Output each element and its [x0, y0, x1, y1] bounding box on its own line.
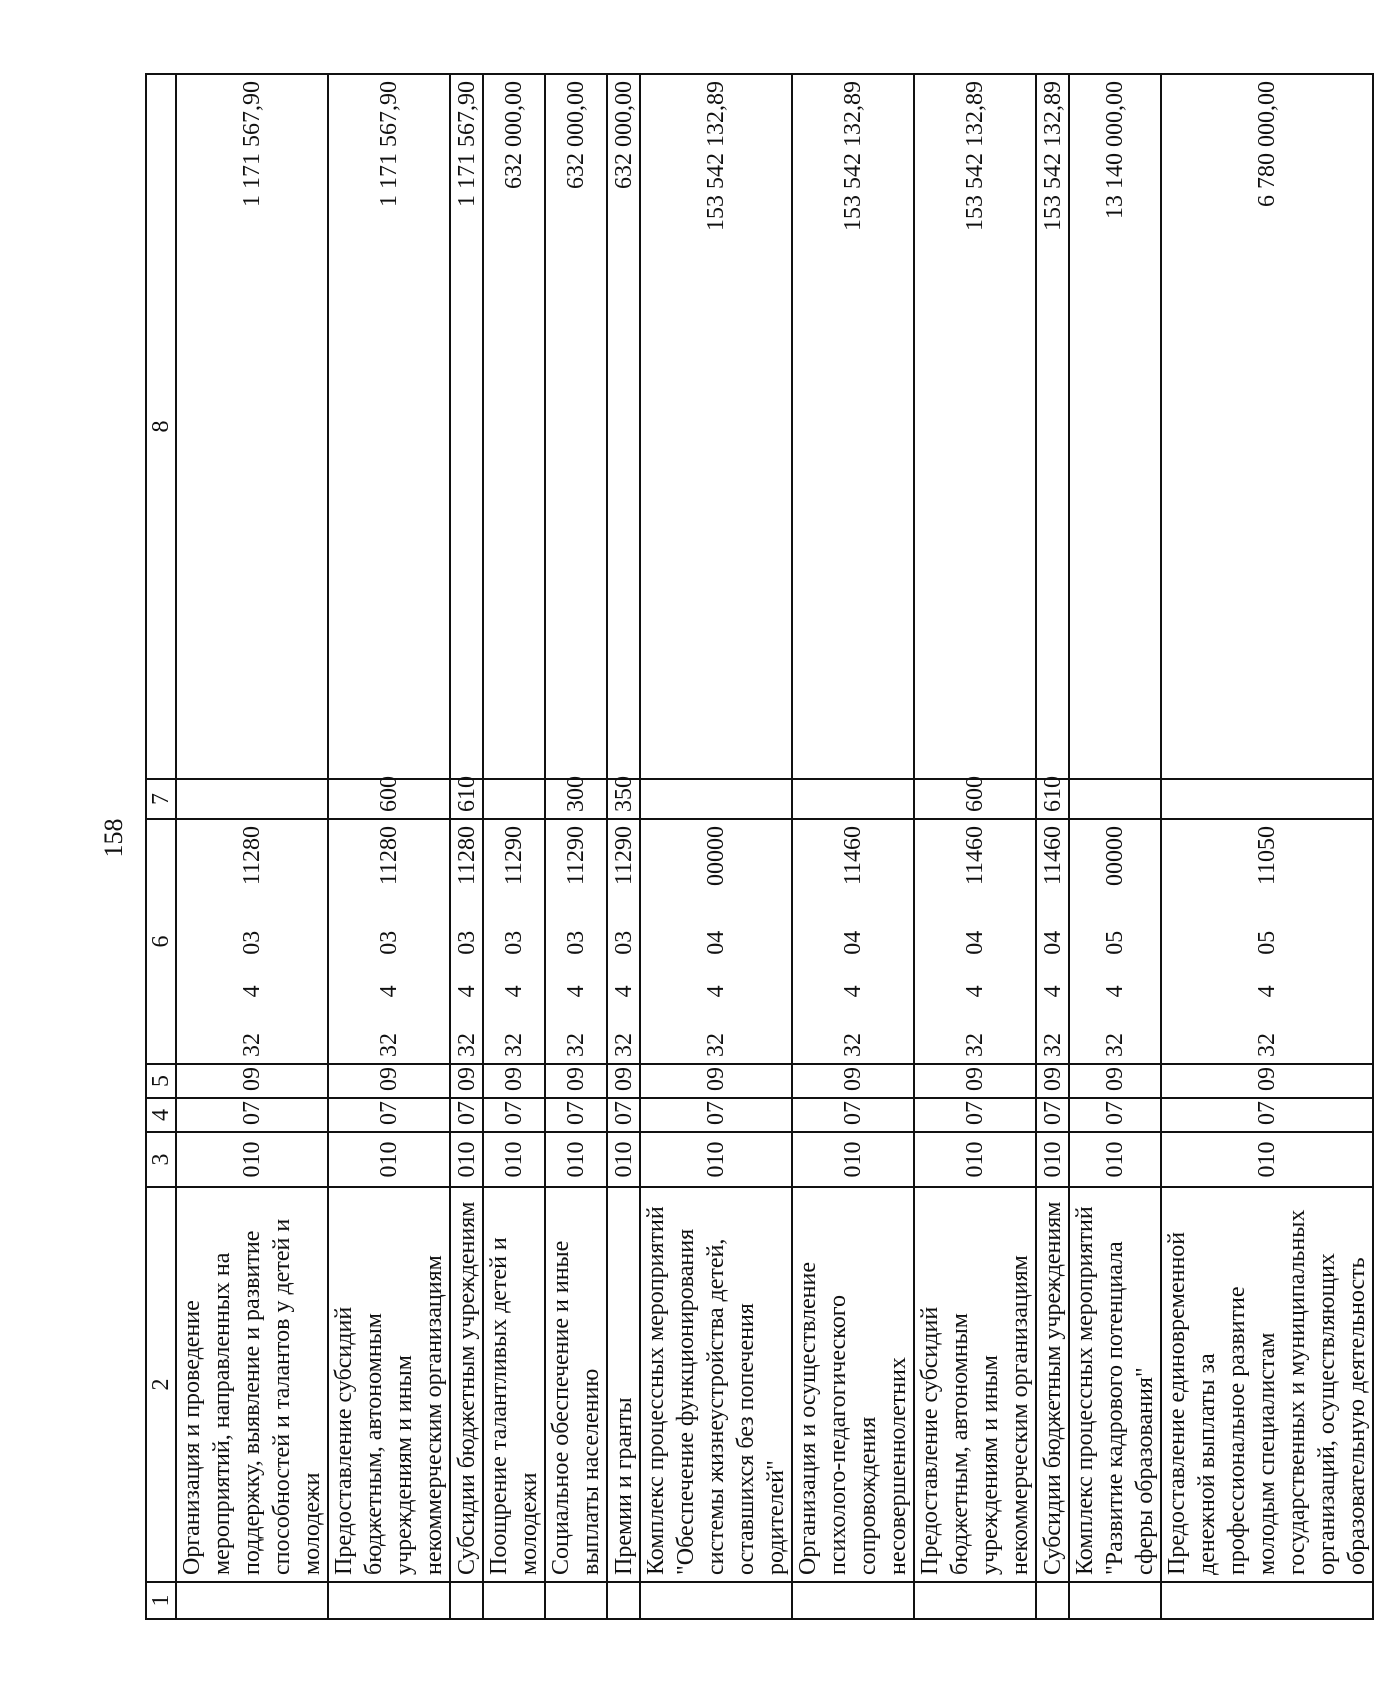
amount: 13 140 000,00 — [1069, 74, 1161, 779]
table-row — [792, 74, 914, 1619]
row-number-cell — [640, 1582, 792, 1619]
subprogram-code: 4 — [610, 985, 637, 998]
subsection-code: 09 — [607, 1064, 640, 1098]
target-article-code — [545, 819, 607, 1064]
complex-code: 03 — [239, 930, 265, 955]
table-row — [450, 74, 483, 1619]
table-row — [640, 74, 792, 1619]
section-code: 07 — [1161, 1098, 1373, 1132]
table-row — [914, 74, 1036, 1619]
row-number-cell — [607, 1582, 640, 1619]
item-name: Предоставление субсидий бюджетным, автономным учреждениям и иным некоммерческим организациям — [914, 1187, 1036, 1582]
section-code: 07 — [176, 1098, 328, 1132]
item-name: Предоставление единовременной денежной выплаты за профессиональное развитие молодым специалистам государственных и муниципальных организаций, осуществляющих образовательную деятельность — [1161, 1187, 1373, 1582]
item-name: Премии и гранты — [607, 1187, 640, 1582]
amount: 1 171 567,90 — [328, 74, 450, 779]
direction-code: 11460 — [962, 826, 988, 886]
header-cell: 1 — [146, 1582, 176, 1619]
target-article-code — [1036, 819, 1069, 1064]
table-container — [145, 75, 1370, 1620]
row-number-cell — [450, 1582, 483, 1619]
subsection-code: 09 — [914, 1064, 1036, 1098]
expense-type-code: 300 — [545, 779, 607, 819]
direction-code: 11280 — [453, 826, 480, 886]
program-code: 32 — [703, 1033, 729, 1057]
expense-type-code — [483, 779, 545, 819]
ministry-code: 010 — [328, 1132, 450, 1187]
item-name: Организация и осуществление психолого-педагогического сопровождения несовершеннолетних — [792, 1187, 914, 1582]
complex-code: 03 — [453, 930, 480, 955]
amount: 153 542 132,89 — [792, 74, 914, 779]
header-cell: 2 — [146, 1187, 176, 1582]
ministry-code: 010 — [792, 1132, 914, 1187]
subsection-code: 09 — [1036, 1064, 1069, 1098]
subsection-code: 09 — [328, 1064, 450, 1098]
direction-code: 11290 — [563, 826, 589, 886]
ministry-code: 010 — [176, 1132, 328, 1187]
program-code: 32 — [376, 1033, 402, 1057]
subprogram-code: 4 — [1039, 985, 1066, 998]
subprogram-code: 4 — [1254, 985, 1280, 998]
section-code: 07 — [607, 1098, 640, 1132]
program-code: 32 — [610, 1033, 637, 1057]
complex-code: 03 — [376, 930, 402, 955]
subsection-code: 09 — [1161, 1064, 1373, 1098]
item-name: Комплекс процессных мероприятий "Развитие кадрового потенциала сферы образования" — [1069, 1187, 1161, 1582]
subsection-code: 09 — [450, 1064, 483, 1098]
complex-code: 04 — [962, 930, 988, 955]
expense-type-code: 600 — [914, 779, 1036, 819]
row-number-cell — [1036, 1582, 1069, 1619]
expense-type-code: 610 — [1036, 779, 1069, 819]
page-number: 158 — [99, 818, 128, 858]
row-number-cell — [545, 1582, 607, 1619]
row-number-cell — [1069, 1582, 1161, 1619]
target-article-code — [792, 819, 914, 1064]
item-name: Субсидии бюджетным учреждениям — [1036, 1187, 1069, 1582]
target-article-code — [483, 819, 545, 1064]
amount: 632 000,00 — [483, 74, 545, 779]
amount: 153 542 132,89 — [914, 74, 1036, 779]
complex-code: 05 — [1254, 930, 1280, 955]
program-code: 32 — [501, 1033, 527, 1057]
target-article-code — [176, 819, 328, 1064]
amount: 153 542 132,89 — [640, 74, 792, 779]
target-article-code — [1069, 819, 1161, 1064]
subprogram-code: 4 — [840, 985, 866, 998]
expense-type-code: 350 — [607, 779, 640, 819]
program-code: 32 — [1102, 1033, 1128, 1057]
subprogram-code: 4 — [1102, 985, 1128, 998]
complex-code: 04 — [1039, 930, 1066, 955]
header-cell: 8 — [146, 74, 176, 779]
header-row — [146, 74, 176, 1619]
amount: 153 542 132,89 — [1036, 74, 1069, 779]
subsection-code: 09 — [545, 1064, 607, 1098]
header-cell: 6 — [146, 819, 176, 1064]
expense-type-code: 600 — [328, 779, 450, 819]
direction-code: 11280 — [376, 826, 402, 886]
direction-code: 11460 — [1039, 826, 1066, 886]
subprogram-code: 4 — [376, 985, 402, 998]
expense-type-code — [1161, 779, 1373, 819]
ministry-code: 010 — [914, 1132, 1036, 1187]
amount: 632 000,00 — [545, 74, 607, 779]
row-number-cell — [914, 1582, 1036, 1619]
subprogram-code: 4 — [962, 985, 988, 998]
program-code: 32 — [840, 1033, 866, 1057]
expense-type-code — [792, 779, 914, 819]
header-cell: 7 — [146, 779, 176, 819]
table-row — [176, 74, 328, 1619]
ministry-code: 010 — [607, 1132, 640, 1187]
item-name: Социальное обеспечение и иные выплаты населению — [545, 1187, 607, 1582]
section-code: 07 — [914, 1098, 1036, 1132]
row-number-cell — [792, 1582, 914, 1619]
ministry-code: 010 — [545, 1132, 607, 1187]
table-row — [483, 74, 545, 1619]
program-code: 32 — [453, 1033, 480, 1057]
subsection-code: 09 — [792, 1064, 914, 1098]
section-code: 07 — [483, 1098, 545, 1132]
subprogram-code: 4 — [453, 985, 480, 998]
program-code: 32 — [1039, 1033, 1066, 1057]
section-code: 07 — [792, 1098, 914, 1132]
program-code: 32 — [563, 1033, 589, 1057]
section-code: 07 — [1036, 1098, 1069, 1132]
complex-code: 05 — [1102, 930, 1128, 955]
expense-type-code: 610 — [450, 779, 483, 819]
direction-code: 00000 — [703, 826, 729, 887]
section-code: 07 — [328, 1098, 450, 1132]
row-number-cell — [176, 1582, 328, 1619]
subprogram-code: 4 — [239, 985, 265, 998]
table-row — [607, 74, 640, 1619]
amount: 1 171 567,90 — [450, 74, 483, 779]
subsection-code: 09 — [1069, 1064, 1161, 1098]
item-name: Субсидии бюджетным учреждениям — [450, 1187, 483, 1582]
amount: 6 780 000,00 — [1161, 74, 1373, 779]
subprogram-code: 4 — [501, 985, 527, 998]
expense-type-code — [1069, 779, 1161, 819]
subprogram-code: 4 — [703, 985, 729, 998]
row-number-cell — [328, 1582, 450, 1619]
table-row — [545, 74, 607, 1619]
complex-code: 03 — [610, 930, 637, 955]
complex-code: 04 — [703, 930, 729, 955]
ministry-code: 010 — [1161, 1132, 1373, 1187]
expense-type-code — [176, 779, 328, 819]
complex-code: 03 — [563, 930, 589, 955]
ministry-code: 010 — [640, 1132, 792, 1187]
amount: 1 171 567,90 — [176, 74, 328, 779]
ministry-code: 010 — [450, 1132, 483, 1187]
target-article-code — [640, 819, 792, 1064]
target-article-code — [607, 819, 640, 1064]
target-article-code — [328, 819, 450, 1064]
table-row — [1161, 74, 1373, 1619]
direction-code: 11050 — [1254, 826, 1280, 886]
budget-table — [145, 73, 1374, 1620]
item-name: Предоставление субсидий бюджетным, автономным учреждениям и иным некоммерческим организациям — [328, 1187, 450, 1582]
subsection-code: 09 — [640, 1064, 792, 1098]
direction-code: 11290 — [501, 826, 527, 886]
header-cell: 3 — [146, 1132, 176, 1187]
item-name: Комплекс процессных мероприятий "Обеспечение функционирования системы жизнеустройства детей, оставшихся без попечения родителей" — [640, 1187, 792, 1582]
section-code: 07 — [1069, 1098, 1161, 1132]
table-row — [328, 74, 450, 1619]
target-article-code — [914, 819, 1036, 1064]
section-code: 07 — [450, 1098, 483, 1132]
ministry-code: 010 — [1036, 1132, 1069, 1187]
target-article-code — [1161, 819, 1373, 1064]
subsection-code: 09 — [176, 1064, 328, 1098]
header-cell: 5 — [146, 1064, 176, 1098]
target-article-code — [450, 819, 483, 1064]
section-code: 07 — [545, 1098, 607, 1132]
program-code: 32 — [962, 1033, 988, 1057]
complex-code: 03 — [501, 930, 527, 955]
direction-code: 11290 — [610, 826, 637, 886]
item-name: Организация и проведение мероприятий, направленных на поддержку, выявление и развитие способностей и талантов у детей и молодежи — [176, 1187, 328, 1582]
direction-code: 11280 — [239, 826, 265, 886]
amount: 632 000,00 — [607, 74, 640, 779]
ministry-code: 010 — [483, 1132, 545, 1187]
expense-type-code — [640, 779, 792, 819]
row-number-cell — [483, 1582, 545, 1619]
table-row — [1069, 74, 1161, 1619]
complex-code: 04 — [840, 930, 866, 955]
section-code: 07 — [640, 1098, 792, 1132]
table-row — [1036, 74, 1069, 1619]
program-code: 32 — [1254, 1033, 1280, 1057]
ministry-code: 010 — [1069, 1132, 1161, 1187]
direction-code: 00000 — [1102, 826, 1128, 887]
program-code: 32 — [239, 1033, 265, 1057]
item-name: Поощрение талантливых детей и молодежи — [483, 1187, 545, 1582]
row-number-cell — [1161, 1582, 1373, 1619]
subprogram-code: 4 — [563, 985, 589, 998]
direction-code: 11460 — [840, 826, 866, 886]
subsection-code: 09 — [483, 1064, 545, 1098]
header-cell: 4 — [146, 1098, 176, 1132]
